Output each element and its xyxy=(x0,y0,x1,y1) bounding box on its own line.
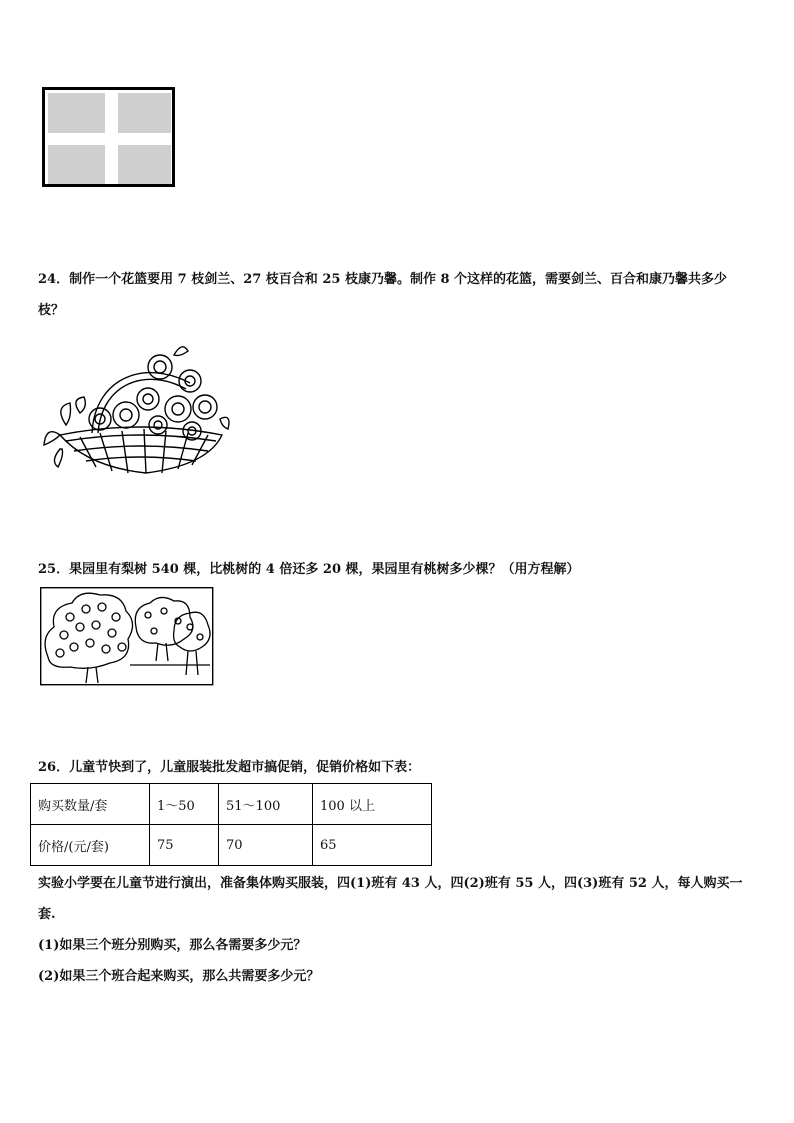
q26-sub1: (1)如果三个班分别购买，那么各需要多少元？ xyxy=(38,938,307,953)
q26-intro: 26．儿童节快到了，儿童服装批发超市搞促销，促销价格如下表： xyxy=(38,760,421,775)
grid-cell xyxy=(48,145,105,184)
q26-para2: 套. xyxy=(38,907,56,922)
table-cell: 购买数量/套 xyxy=(31,784,150,825)
q24-line1: 24．制作一个花篮要用 7 枝剑兰、27 枝百合和 25 枝康乃馨。制作 8 个这样的花篮，需要剑兰、百合和康乃馨共多少 xyxy=(38,272,728,287)
grid-cell xyxy=(118,145,171,184)
grid-cell xyxy=(118,93,171,133)
table-cell: 1～50 xyxy=(150,784,219,825)
q26-para1: 实验小学要在儿童节进行演出，准备集体购买服装，四(1)班有 43 人，四(2)班有 55 人，四(3)班有 52 人，每人购买一 xyxy=(38,876,743,891)
price-table xyxy=(30,783,432,866)
q24-line2: 枝？ xyxy=(38,303,65,318)
table-cell: 51～100 xyxy=(219,784,313,825)
q25-line1: 25．果园里有梨树 540 棵，比桃树的 4 倍还多 20 棵，果园里有桃树多少棵？（用方程解） xyxy=(38,562,580,577)
table-cell: 75 xyxy=(150,825,219,866)
table-cell: 70 xyxy=(219,825,313,866)
table-row xyxy=(31,784,432,825)
grid-cell xyxy=(48,93,105,133)
table-cell: 100 以上 xyxy=(313,784,432,825)
orchard-image xyxy=(40,587,215,687)
table-cell: 65 xyxy=(313,825,432,866)
table-row xyxy=(31,825,432,866)
q26-sub2: (2)如果三个班合起来购买，那么共需要多少元？ xyxy=(38,969,320,984)
grid-figure xyxy=(42,87,175,187)
flower-basket-image xyxy=(40,337,232,477)
table-cell: 价格/(元/套) xyxy=(31,825,150,866)
